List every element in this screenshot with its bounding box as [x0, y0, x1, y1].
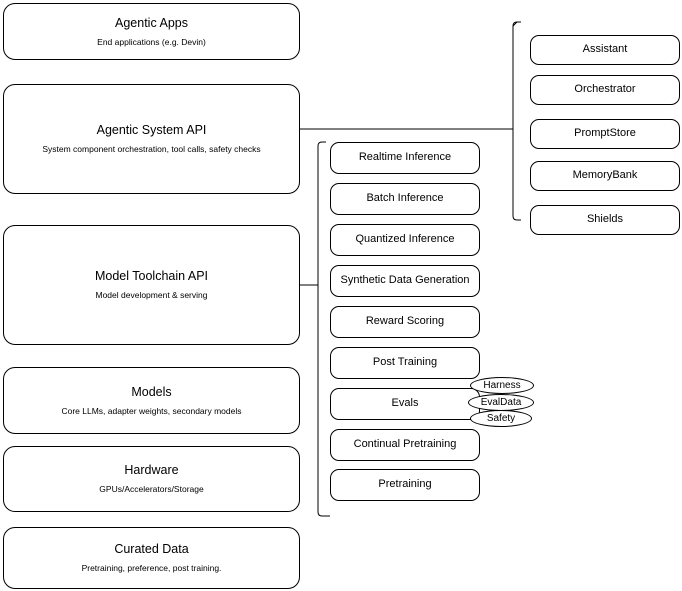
toolchain-component-label: Post Training: [372, 356, 438, 369]
stack-layer-subtitle: Pretraining, preference, post training.: [81, 563, 222, 573]
agentic-component-label: Orchestrator: [574, 83, 636, 96]
eval-badge-label: EvalData: [480, 397, 522, 408]
agentic-component-label: Shields: [586, 213, 624, 226]
stack-layer-title: Agentic Apps: [115, 15, 188, 30]
toolchain-component-label: Reward Scoring: [365, 315, 445, 328]
toolchain-component-batch-inference[interactable]: [330, 183, 480, 215]
eval-badge-evaldata[interactable]: [468, 394, 534, 411]
toolchain-component-synthetic-data-generation[interactable]: [330, 265, 480, 297]
agentic-component-shields[interactable]: [530, 205, 680, 235]
stack-layer-title: Model Toolchain API: [94, 269, 209, 284]
agentic-component-assistant[interactable]: [530, 35, 680, 65]
toolchain-component-reward-scoring[interactable]: [330, 306, 480, 338]
agentic-component-label: PromptStore: [574, 127, 636, 140]
stack-layer-agentic-system-api[interactable]: [3, 84, 300, 194]
stack-layer-subtitle: End applications (e.g. Devin): [97, 36, 206, 47]
toolchain-component-quantized-inference[interactable]: [330, 224, 480, 256]
agentic-component-orchestrator[interactable]: [530, 75, 680, 105]
toolchain-component-label: Realtime Inference: [358, 151, 452, 164]
stack-layer-models[interactable]: [3, 367, 300, 434]
stack-layer-agentic-apps[interactable]: [3, 3, 300, 60]
agentic-component-label: MemoryBank: [572, 169, 638, 182]
toolchain-component-label: Quantized Inference: [355, 233, 455, 246]
toolchain-component-label: Batch Inference: [366, 192, 444, 205]
toolchain-component-label: Continual Pretraining: [353, 438, 457, 451]
toolchain-component-continual-pretraining[interactable]: [330, 429, 480, 461]
toolchain-component-label: Pretraining: [378, 478, 432, 491]
stack-layer-subtitle: Core LLMs, adapter weights, secondary models: [61, 405, 242, 416]
toolchain-component-evals[interactable]: [330, 388, 480, 420]
stack-layer-curated-data[interactable]: [3, 527, 300, 589]
toolchain-component-label: Evals: [391, 397, 419, 410]
eval-badge-label: Safety: [486, 413, 516, 424]
stack-layer-hardware[interactable]: [3, 446, 300, 512]
stack-layer-subtitle: GPUs/Accelerators/Storage: [99, 484, 204, 494]
toolchain-component-post-training[interactable]: [330, 347, 480, 379]
agentic-component-memorybank[interactable]: [530, 161, 680, 191]
eval-badge-label: Harness: [483, 380, 521, 391]
toolchain-component-pretraining[interactable]: [330, 469, 480, 501]
eval-badge-safety[interactable]: [470, 410, 532, 427]
agentic-component-label: Assistant: [582, 43, 628, 56]
stack-layer-title: Models: [131, 384, 172, 399]
stack-layer-title: Hardware: [124, 463, 179, 478]
stack-layer-model-toolchain-api[interactable]: [3, 225, 300, 345]
toolchain-component-realtime-inference[interactable]: [330, 142, 480, 174]
eval-badge-harness[interactable]: [470, 377, 534, 394]
stack-layer-subtitle: System component orchestration, tool calls, safety checks: [42, 144, 261, 154]
stack-layer-title: Curated Data: [114, 542, 189, 557]
agentic-component-promptstore[interactable]: [530, 119, 680, 149]
toolchain-component-label: Synthetic Data Generation: [340, 274, 470, 287]
stack-layer-subtitle: Model development & serving: [95, 290, 208, 300]
stack-layer-title: Agentic System API: [96, 123, 207, 138]
